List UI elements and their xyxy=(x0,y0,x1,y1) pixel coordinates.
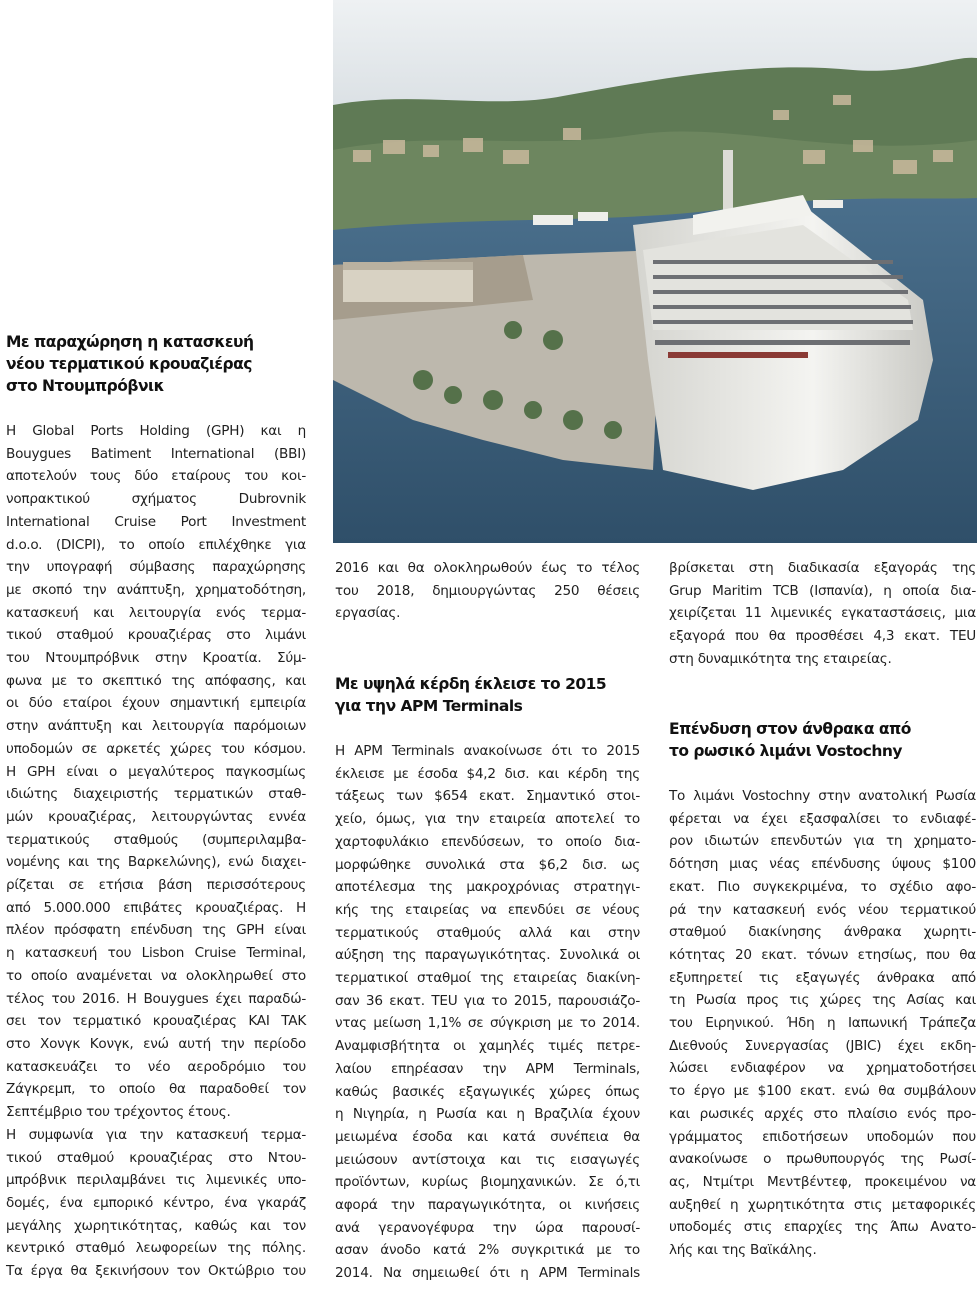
body-line: εργασίας. xyxy=(335,605,401,622)
right-intro xyxy=(669,557,976,671)
body-line: εξυπηρετεί τις εξαγωγές άνθρακα από xyxy=(669,969,976,986)
body-line: τερματικούς σταθμούς αλλά και στην xyxy=(335,924,640,941)
body-line: 2016 και θα ολοκληρωθούν έως το τέλος xyxy=(335,560,640,576)
body-line: μπρόβνικ περιλαμβάνει τις λιμενικές υπο- xyxy=(6,1172,306,1189)
body-line: Η Global Ports Holding (GPH) και η xyxy=(6,423,306,439)
right-headline-line: Επένδυση στον άνθρακα από xyxy=(669,720,911,738)
body-line: κατασκευάζει το νέο αεροδρόμιο του xyxy=(6,1058,306,1075)
body-line: την υπογραφή σύμβασης παραχώρησης xyxy=(6,559,306,576)
body-line: ρον ιδιωτών επενδυτών για τη χρηματο- xyxy=(669,833,976,850)
body-line: 2014. Να σημειωθεί ότι η APM Terminals xyxy=(335,1265,640,1282)
body-line: ιδιώτης διαχειριστής τερματικών σταθ- xyxy=(6,786,306,803)
body-line: πλέον πρόσφατη επένδυση της GPH είναι xyxy=(6,922,306,939)
middle-headline-line: Με υψηλά κέρδη έκλεισε το 2015 xyxy=(335,675,607,693)
body-line: τη Ρωσία προς τις χώρες της Ασίας και xyxy=(669,992,976,1009)
middle-headline xyxy=(335,673,645,717)
body-line: ανά γερανογέφυρα την ώρα παρουσί- xyxy=(335,1219,640,1236)
body-line: τερματικοί σταθμοί της εταιρείας διακίνη- xyxy=(335,970,640,987)
body-line: d.o.o. (DICPI), το οποίο επιλέχθηκε για xyxy=(6,536,306,553)
body-line: φέρεται να έχει εξασφαλίσει το ενδιαφέ- xyxy=(669,810,976,827)
body-line: στη δυναμικότητα της εταιρείας. xyxy=(669,650,892,667)
body-line: δότηση μιας νέας επένδυσης ύψους $100 xyxy=(669,856,976,873)
body-line: ασαν άνοδο κατά 2% συγκριτικά με το xyxy=(335,1242,640,1259)
body-line: μών κρουαζιέρας, λειτουργώντας εννέα xyxy=(6,808,306,825)
body-line: κεντρικό σταθμό λεωφορείων της πόλης. xyxy=(6,1240,306,1257)
body-line: οι δύο εταίροι έχουν σημαντική εμπειρία xyxy=(6,695,306,712)
body-line: το έργο με $100 εκατ. ενώ θα συμβάλουν xyxy=(669,1083,976,1100)
body-line: λώσει ενδιαφέρον να χρηματοδοτήσει xyxy=(669,1060,976,1077)
body-line: στην ανάπτυξη και λειτουργία παρόμοιων xyxy=(6,718,306,735)
body-line: μορφώθηκε συνολικά στα $6,2 δισ. ως xyxy=(335,856,640,873)
body-line: Διεθνούς Συνεργασίας (JBIC) έχει εκδη- xyxy=(669,1037,976,1054)
body-line: τέλος του 2016. Η Bouygues έχει παραδώ- xyxy=(6,990,306,1007)
body-line: κατασκευή και λειτουργία ενός τερμα- xyxy=(6,604,306,621)
body-line: το οποίο αναμένεται να ολοκληρωθεί στο xyxy=(6,967,306,984)
body-line: βρίσκεται στη διαδικασία εξαγοράς της xyxy=(669,560,976,576)
cruise-ship-photo xyxy=(333,0,977,543)
body-line: του Ντουμπρόβνικ στην Κροατία. Σύμ- xyxy=(6,650,306,667)
body-line: ας, Ντμίτρι Μεντβέντεφ, προκειμένου να xyxy=(669,1173,976,1190)
body-line: Σεπτέμβριο του τρέχοντος έτους. xyxy=(6,1104,231,1121)
body-line: αποτελούν τους δύο εταίρους του κοι- xyxy=(6,468,306,485)
body-line: η κατασκευή του Lisbon Cruise Terminal, xyxy=(6,945,306,962)
body-line: κής της εταιρείας να επενδύει σε νέους xyxy=(335,901,640,918)
left-headline-line: Με παραχώρηση η κατασκευή xyxy=(6,333,254,351)
left-headline xyxy=(6,331,326,397)
body-line: μειωμένα έσοδα και κατά συνέπεια θα xyxy=(335,1128,640,1145)
body-line: καθώς βασικές εξαγωγικές χώρες όπως xyxy=(335,1083,640,1100)
body-line: στο Χονγκ Κονγκ, ενώ αυτή την περίοδο xyxy=(6,1035,306,1052)
body-line: σταθμού διακίνησης άνθρακα χωρητι- xyxy=(669,924,976,941)
body-line: χαρτοφυλάκιο επενδύσεων, το οποίο δια- xyxy=(335,833,640,850)
body-line: χειρίζεται 11 λιμενικές εγκαταστάσεις, μια xyxy=(669,605,976,622)
body-line: με σκοπό την ανάπτυξη, χρηματοδότηση, xyxy=(6,581,306,598)
body-line: ρίζεται σε ετήσια βάση περισσότερους xyxy=(6,877,306,894)
body-line: μειώσουν αντίστοιχα και τις εισαγωγές xyxy=(335,1151,640,1168)
body-line: νομένης και της Βαρκελώνης), ενώ διαχει- xyxy=(6,854,306,871)
body-line: από 5.000.000 επιβάτες κρουαζιέρας. Η xyxy=(6,899,306,916)
body-line: εξαγορά που θα προσθέσει 4,3 εκατ. TEU xyxy=(669,628,976,645)
body-line: Η GPH είναι ο μεγαλύτερος παγκοσμίως xyxy=(6,763,306,780)
body-line: λαίου επηρέασαν την APM Terminals, xyxy=(335,1060,640,1077)
body-line: φωνα με το σκεπτικό της απόφασης, και xyxy=(6,672,306,689)
body-line: εκατ. Πιο συγκεκριμένα, το σχέδιο αφο- xyxy=(669,878,976,895)
body-line: τερματικούς σταθμούς (συμπεριλαμβα- xyxy=(6,831,306,848)
body-line: Η APM Terminals ανακοίνωσε ότι το 2015 xyxy=(335,743,640,759)
body-line: ρά την κατασκευή ενός νέου τερματικού xyxy=(669,901,976,918)
body-line: έκλεισε με έσοδα $4,2 δισ. και κέρδη της xyxy=(335,765,640,782)
body-line: αφορά την παραγωγικότητα, οι κινήσεις xyxy=(335,1197,640,1214)
body-line: Τα έργα θα ξεκινήσουν τον Οκτώβριο του xyxy=(6,1263,306,1280)
body-line: τάξεως των $654 εκατ. Σημαντικό στοι- xyxy=(335,788,640,805)
body-line: τικού σταθμού κρουαζιέρας στο λιμάνι xyxy=(6,627,306,644)
body-line: μεγάλης χωρητικότητας, καθώς και τον xyxy=(6,1217,306,1234)
left-article-body xyxy=(6,420,306,1283)
body-line: αυξηθεί η χωρητικότητα στις μεταφορικές xyxy=(669,1196,976,1213)
right-article-body xyxy=(669,785,976,1262)
body-line: ανακοίνωσε ο πρωθυπουργός της Ρωσί- xyxy=(669,1151,976,1168)
body-line: χείο, όμως, για την εταιρεία αποτελεί το xyxy=(335,811,640,828)
body-line: του 2018, δημιουργώντας 250 θέσεις xyxy=(335,582,640,599)
body-line: ντας μείωση 1,1% σε σύγκριση με το 2014. xyxy=(335,1015,640,1032)
body-line: σει τον τερματικό κρουαζιέρας KAI TAK xyxy=(6,1013,306,1030)
right-headline-line: το ρωσικό λιμάνι Vostochny xyxy=(669,742,903,760)
body-line: και ρωσικές αρχές στο πλαίσιο ενός προ- xyxy=(669,1105,976,1122)
body-line: Αναμφισβήτητα οι χαμηλές τιμές πετρε- xyxy=(335,1038,640,1055)
body-line: γράμματος επιδοτήσεων υποδομών που xyxy=(669,1128,976,1145)
middle-headline-line: για την APM Terminals xyxy=(335,697,523,715)
body-line: υποδομών σε αρκετές χώρες του κόσμου. xyxy=(6,740,306,757)
body-line: η Νιγηρία, η Ρωσία και η Βραζιλία έχουν xyxy=(335,1106,640,1123)
body-line: αποτέλεσμα της μακροχρόνιας στρατηγι- xyxy=(335,879,640,896)
middle-article-body xyxy=(335,740,640,1285)
body-line: νοπρακτικού σχήματος Dubrovnik xyxy=(6,491,306,508)
body-line: υποδομές στις επαρχίες της Άπω Ανατο- xyxy=(669,1219,976,1236)
body-line: αύξηση της παραγωγικότητας. Συνολικά οι xyxy=(335,947,640,964)
body-line: τικού σταθμού κρουαζιέρας στο Ντου- xyxy=(6,1149,306,1166)
body-line: Το λιμάνι Vostochny στην ανατολική Ρωσία xyxy=(669,788,976,804)
body-line: Η συμφωνία για την κατασκευή τερμα- xyxy=(6,1126,306,1143)
body-line: International Cruise Port Investment xyxy=(6,513,306,530)
left-headline-line: στο Ντουμπρόβνικ xyxy=(6,377,165,395)
body-line: προϊόντων, κυρίως βιομηχανικών. Σε ό,τι xyxy=(335,1174,640,1191)
right-headline xyxy=(669,718,974,762)
middle-intro xyxy=(335,557,640,625)
body-line: σαν 36 εκατ. TEU για το 2015, παρουσιάζο- xyxy=(335,992,640,1009)
body-line: λής και της Βαϊκάλης. xyxy=(669,1242,817,1259)
body-line: Grup Maritim TCB (Ισπανία), η οποία δια- xyxy=(669,582,976,599)
port-illustration xyxy=(333,0,977,543)
body-line: Ζάγκρεμπ, το οποίο θα παραδοθεί τον xyxy=(6,1081,306,1098)
body-line: δομές, ένα εμπορικό κέντρο, ένα γκαράζ xyxy=(6,1194,306,1211)
body-line: Bouygues Batiment International (BBI) xyxy=(6,445,306,462)
body-line: κότητας 20 εκατ. τόνων ετησίως, που θα xyxy=(669,946,976,963)
left-headline-line: νέου τερματικού κρουαζιέρας xyxy=(6,355,252,373)
body-line: του Ειρηνικού. Ήδη η Ιαπωνική Τράπεζα xyxy=(669,1015,976,1032)
